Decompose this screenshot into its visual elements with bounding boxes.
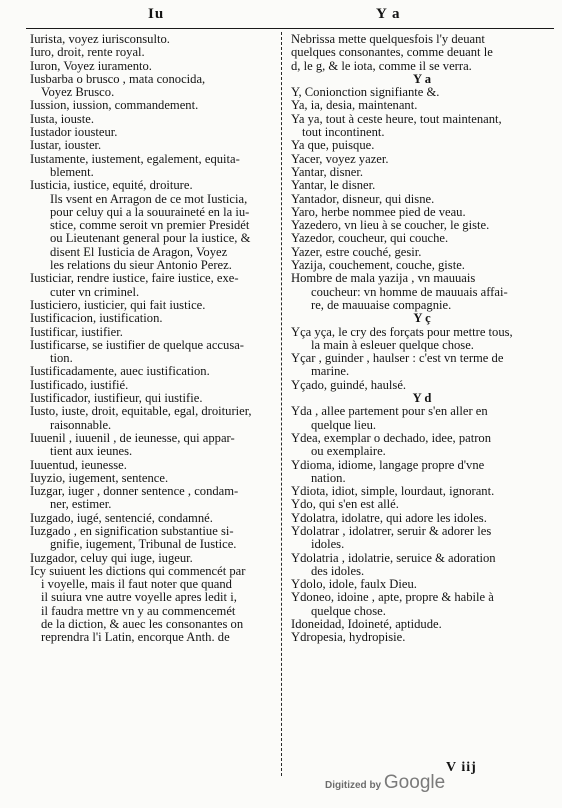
dictionary-line: gnifie, iugement, Tribunal de Iustice. [50,538,237,552]
dictionary-line: Ydolatria , idolatrie, seruice & adoration [291,551,496,565]
dictionary-line: Hombre de mala yazija , vn mauuais [291,272,476,286]
dictionary-line: marine. [311,365,350,379]
running-head-left: Iu [148,6,165,22]
dictionary-line: ou Lieutenant general pour la iustice, & [50,232,251,246]
dictionary-line: Ydiota, idiot, simple, lourdaut, ignorant. [291,485,495,499]
dictionary-line: disent El Iusticia de Aragon, Voyez [50,245,228,259]
dictionary-line: re, de mauuaise compagnie. [311,298,452,312]
dictionary-line: Iustar, iouster. [30,139,102,153]
dictionary-line: Iusto, iuste, droit, equitable, egal, droiturier, [30,405,252,419]
digitized-prefix: Digitized by [325,780,382,791]
left-column [30,33,275,645]
dictionary-line: Yazer, estre couché, gesir. [291,245,422,259]
dictionary-line: pour celuy qui a la souuraineté en la iu- [50,205,250,219]
dictionary-line: Iusticia, iustice, equité, droiture. [30,179,193,193]
dictionary-line: il faudra mettre vn y au commencemét [41,604,236,618]
dictionary-line: Yçado, guindé, haulsé. [291,378,407,392]
dictionary-line: Iustador iousteur. [30,126,118,140]
running-head-right: Y a [376,6,401,22]
dictionary-line: il suiura vne autre voyelle apres ledit i, [41,591,237,605]
dictionary-line: Yça yça, le cry des forçats pour mettre tous, [291,325,513,339]
dictionary-line: blement. [50,165,94,179]
dictionary-line: raisonnable. [50,418,112,432]
dictionary-line: Icy suiuent les dictions qui commencét par [30,564,246,578]
dictionary-line: Iuzgador, celuy qui iuge, iugeur. [30,551,193,565]
dictionary-line: Idoneidad, Idoineté, aptidude. [291,618,442,632]
dictionary-line: ner, estimer. [50,498,112,512]
dictionary-line: Iusticiar, rendre iustice, faire iustice, exe- [30,272,239,286]
dictionary-line: coucheur: vn homme de mauuais affai- [311,285,508,299]
dictionary-line: ou exemplaire. [311,445,386,459]
dictionary-line: Iussion, iussion, commandement. [30,99,199,113]
section-heading: Y ç [413,312,431,326]
dictionary-line: Ils vsent en Arragon de ce mot Iusticia, [50,192,248,206]
dictionary-line: Yaro, herbe nommee pied de veau. [291,205,466,219]
google-logo: Google [383,772,446,793]
dictionary-line: Yda , allee partement pour s'en aller en [291,405,488,419]
dictionary-line: Yacer, voyez yazer. [291,152,389,166]
dictionary-line: Yçar , guinder , haulser : c'est vn terme de [291,352,504,366]
digitized-watermark [325,772,445,794]
dictionary-line: Iuuenil , iuuenil , de ieunesse, qui appar- [30,431,235,445]
dictionary-line: Iuzgado, iugé, sentencié, condamné. [30,511,213,525]
dictionary-line: Ya ya, tout à ceste heure, tout maintenant, [291,112,502,126]
dictionary-line: Ydolatra, idolatre, qui adore les idoles. [291,511,487,525]
dictionary-line: Iuro, droit, rente royal. [30,46,145,60]
signature-mark: V iij [446,760,477,775]
dictionary-line: Iusbarba o brusco , mata conocida, [30,72,206,86]
dictionary-line: Iustamente, iustement, egalement, equita- [30,152,240,166]
dictionary-line: reprendra l'i Latin, encorque Anth. de [41,631,230,645]
dictionary-line: tout incontinent. [302,126,385,140]
header-rule [26,28,554,29]
dictionary-line: Iustificacion, iustification. [30,312,163,326]
dictionary-line: Yazija, couchement, couche, giste. [291,259,465,273]
dictionary-line: Iurista, voyez iurisconsulto. [30,33,170,46]
column-divider [281,32,282,776]
dictionary-line: Iustificadamente, auec iustification. [30,365,210,379]
dictionary-line: Ya que, puisque. [291,139,375,153]
dictionary-line: Iusta, iouste. [30,112,95,126]
dictionary-line: quelque lieu. [311,418,377,432]
dictionary-line: Iuzgar, iuger , donner sentence , condam- [30,485,239,499]
dictionary-line: Iuuentud, ieunesse. [30,458,127,472]
dictionary-line: Ydea, exemplar o dechado, idee, patron [291,431,492,445]
dictionary-line: Iustificarse, se iustifier de quelque accusa- [30,338,245,352]
dictionary-line: Ydo, qui s'en est allé. [291,498,399,512]
dictionary-line: stice, comme seroit vn premier Presidét [50,219,250,233]
dictionary-line: Iuyzio, iugement, sentence. [30,471,169,485]
dictionary-line: Ya, ia, desia, maintenant. [291,99,418,113]
dictionary-line: Ydropesia, hydropisie. [291,631,406,645]
dictionary-line: de la diction, & auec les consonantes on [41,618,244,632]
dictionary-line: les relations du sieur Antonio Perez. [50,259,232,273]
dictionary-line: Iuron, Voyez iuramento. [30,59,152,73]
dictionary-line: i voyelle, mais il faut noter que quand [41,578,232,592]
dictionary-line: Iustificado, iustifié. [30,378,129,392]
dictionary-line: idoles. [311,538,345,552]
dictionary-line: Iustificador, iustifieur, qui iustifie. [30,392,203,406]
dictionary-line: tient aux ieunes. [50,445,133,459]
dictionary-line: Ydolatrar , idolatrer, seruir & adorer les [291,524,492,538]
dictionary-line: la main à esleuer quelque chose. [311,338,474,352]
dictionary-line: Y, Conionction signifiante &. [291,86,440,100]
dictionary-line: tion. [50,352,73,366]
dictionary-line: Nebrissa mette quelquesfois l'y deuant [291,33,485,46]
dictionary-line: Iuzgado , en signification substantiue si- [30,524,234,538]
dictionary-line: Yantar, disner. [291,165,364,179]
dictionary-line: d, le g, & le iota, comme il se verra. [291,59,472,73]
dictionary-line: cuter vn criminel. [50,285,140,299]
dictionary-line: quelques consonantes, comme deuant le [291,46,493,60]
dictionary-line: Iusticiero, iusticier, qui fait iustice. [30,298,206,312]
section-heading: Y a [412,72,432,86]
section-heading: Y d [412,392,432,406]
dictionary-line: Yazedero, vn lieu à se coucher, le giste. [291,219,490,233]
dictionary-line: Iustificar, iustifier. [30,325,123,339]
dictionary-line: Voyez Brusco. [41,86,115,100]
dictionary-line: Ydioma, idiome, langage propre d'vne [291,458,485,472]
dictionary-line: Yazedor, coucheur, qui couche. [291,232,449,246]
dictionary-line: Ydoneo, idoine , apte, propre & habile à [291,591,494,605]
dictionary-line: Yantador, disneur, qui disne. [291,192,435,206]
dictionary-line: Yantar, le disner. [291,179,376,193]
dictionary-line: quelque chose. [311,604,386,618]
right-column [291,33,553,645]
dictionary-line: des idoles. [311,564,365,578]
dictionary-line: nation. [311,471,346,485]
dictionary-line: Ydolo, idole, faulx Dieu. [291,578,417,592]
